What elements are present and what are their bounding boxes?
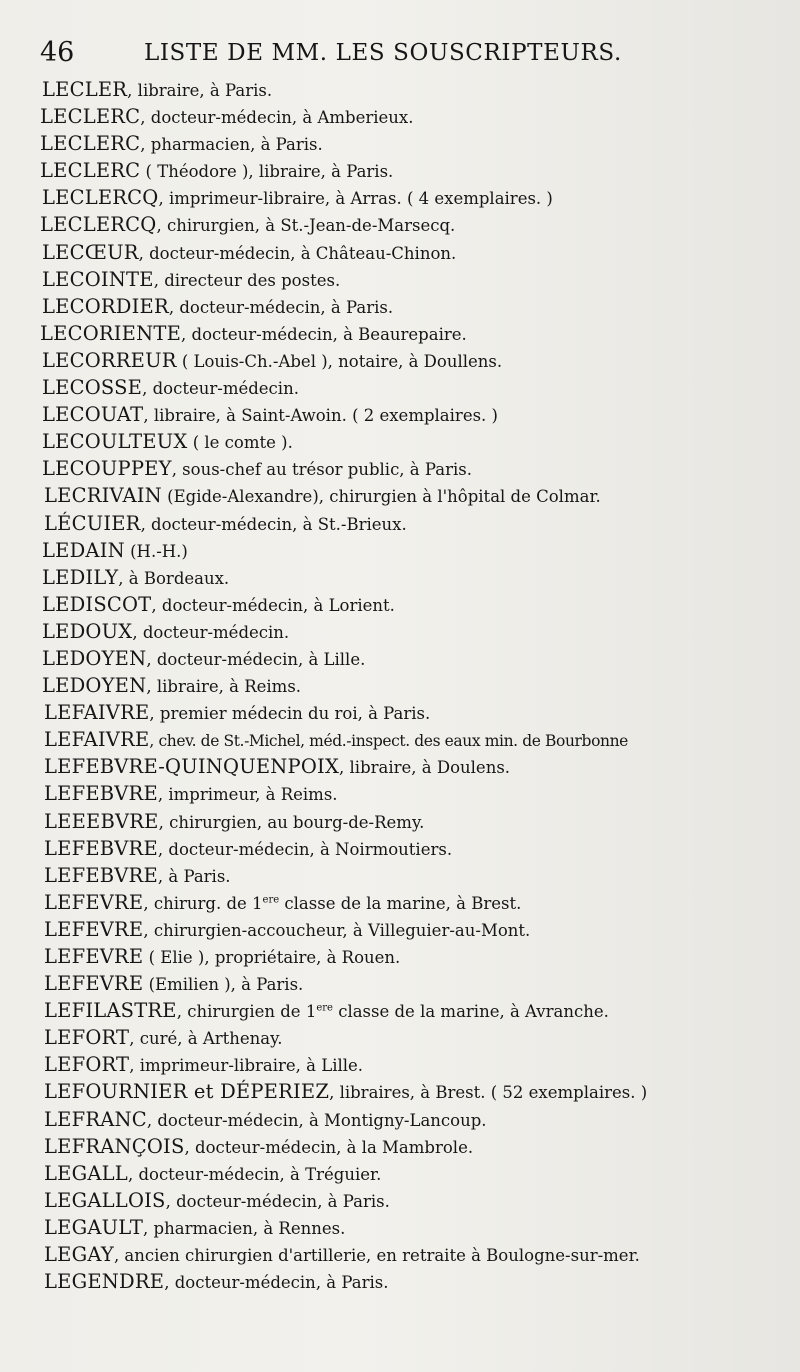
subscriber-detail: , chirurgien, à St.-Jean-de-Marsecq. xyxy=(156,216,456,236)
list-item xyxy=(0,672,800,699)
list-item xyxy=(0,645,800,672)
subscriber-detail: , chirurg. de xyxy=(143,893,253,913)
subscriber-name: LEFEVRE xyxy=(44,890,144,914)
subscriber-name: LECORIENTE xyxy=(40,321,182,345)
list-item xyxy=(0,347,800,374)
subscriber-detail-continued: classe de la marine, à Brest. xyxy=(279,893,522,913)
list-item xyxy=(0,889,800,916)
subscriber-detail-continued: classe de la marine, à Avranche. xyxy=(332,1002,609,1022)
subscriber-name: LEFRANC xyxy=(44,1107,147,1131)
ordinal-suffix: ere xyxy=(316,1002,333,1014)
list-item xyxy=(0,916,800,943)
subscriber-name: LECOUAT xyxy=(42,403,144,427)
subscriber-detail: , sous-chef au trésor public, à Paris. xyxy=(171,460,472,480)
subscriber-detail: ( Elie ), propriétaire, à Rouen. xyxy=(143,948,401,967)
subscriber-name: LECLERC xyxy=(40,132,141,156)
subscriber-detail: , docteur-médecin, à Lille. xyxy=(146,649,366,669)
running-title: LISTE DE MM. LES SOUSCRIPTEURS. xyxy=(144,40,622,66)
subscriber-detail: , pharmacien, à Rennes. xyxy=(143,1218,346,1238)
list-item xyxy=(0,157,800,184)
subscriber-detail: , imprimeur-libraire, à Lille. xyxy=(129,1056,364,1076)
subscriber-detail: , docteur-médecin, à la Mambrole. xyxy=(184,1137,474,1157)
subscriber-detail: , premier médecin du roi, à Paris. xyxy=(149,704,431,724)
subscriber-detail: , chirurgien, au bourg-de-Remy. xyxy=(158,812,425,832)
subscriber-name: LEDOYEN xyxy=(42,646,147,670)
subscriber-detail: , libraire, à Reims. xyxy=(146,677,302,697)
subscriber-name: LECOINTE xyxy=(42,267,154,291)
subscriber-detail: , docteur-médecin, à Montigny-Lancoup. xyxy=(146,1110,487,1130)
list-item xyxy=(0,211,800,238)
subscriber-name: LEFEBVRE xyxy=(44,863,158,887)
list-item xyxy=(0,1241,800,1268)
subscriber-detail: , libraire, à Doulens. xyxy=(339,758,511,778)
subscriber-detail: (Emilien ), à Paris. xyxy=(143,975,304,995)
subscriber-detail: , curé, à Arthenay. xyxy=(129,1029,283,1049)
subscriber-name: LEFAIVRE xyxy=(44,728,150,752)
subscriber-detail: , chirurgien-accoucheur, à Villeguier-au-Mont. xyxy=(143,920,531,940)
list-item xyxy=(0,184,800,211)
subscriber-name: LEEEBVRE xyxy=(44,809,159,833)
list-item xyxy=(0,293,800,320)
subscriber-name: LECLERCQ xyxy=(42,186,159,210)
subscriber-name: LEGAULT xyxy=(44,1215,144,1239)
subscriber-detail: , docteur-médecin, à Château-Chinon. xyxy=(138,243,457,263)
subscriber-name: LEGALL xyxy=(44,1161,128,1185)
subscriber-name: LECOSSE xyxy=(42,376,143,400)
list-item xyxy=(0,320,800,347)
list-item xyxy=(0,1133,800,1160)
subscriber-list xyxy=(0,76,800,1295)
list-item xyxy=(0,537,800,564)
list-item xyxy=(0,401,800,428)
list-item xyxy=(0,1214,800,1241)
subscriber-name: LECLER xyxy=(42,78,128,101)
subscriber-name: LEFEBVRE xyxy=(44,836,158,860)
subscriber-detail: , imprimeur, à Reims. xyxy=(157,785,338,805)
subscriber-detail: , docteur-médecin, à Amberieux. xyxy=(140,108,414,128)
subscriber-detail: , docteur-médecin. xyxy=(142,379,299,399)
list-item xyxy=(0,482,800,509)
list-item xyxy=(0,835,800,862)
list-item xyxy=(0,266,800,293)
list-item xyxy=(0,997,800,1024)
subscriber-detail: , docteur-médecin, à St.-Brieux. xyxy=(140,514,407,534)
page-header xyxy=(40,36,720,72)
subscriber-name: LEDAIN xyxy=(42,538,125,562)
subscriber-detail: , directeur des postes. xyxy=(153,270,341,290)
list-item xyxy=(0,862,800,889)
subscriber-name: LEGENDRE xyxy=(44,1270,165,1294)
list-item xyxy=(0,726,800,753)
subscriber-name: LEDOYEN xyxy=(42,674,147,698)
list-item xyxy=(0,76,800,103)
subscriber-detail: , à Bordeaux. xyxy=(118,568,230,588)
subscriber-detail: , libraires, à Brest. ( 52 exemplaires. ) xyxy=(329,1083,648,1103)
subscriber-detail: , docteur-médecin, à Paris. xyxy=(165,1191,390,1211)
subscriber-name: LECLERC xyxy=(40,159,141,183)
list-item xyxy=(0,1106,800,1133)
page-number: 46 xyxy=(40,37,75,68)
subscriber-name: LEFILASTRE xyxy=(44,999,177,1023)
subscriber-name: LECLERCQ xyxy=(40,213,157,237)
subscriber-name: LECORREUR xyxy=(42,348,177,372)
subscriber-detail: , libraire, à Saint-Awoin. ( 2 exemplaires. ) xyxy=(143,406,498,426)
subscriber-detail: , imprimeur-libraire, à Arras. ( 4 exemplaires. ) xyxy=(158,189,553,209)
subscriber-detail: , docteur-médecin, à Lorient. xyxy=(151,595,395,615)
subscriber-name: LEFORT xyxy=(44,1026,130,1050)
list-item xyxy=(0,808,800,835)
subscriber-name: LEFORT xyxy=(44,1053,130,1077)
subscriber-name: LECRIVAIN xyxy=(44,484,162,508)
ordinal-suffix: ere xyxy=(262,894,280,906)
subscriber-name: LEFEVRE xyxy=(44,972,144,996)
list-item xyxy=(0,130,800,157)
list-item xyxy=(0,1078,800,1105)
subscriber-name: LECLERC xyxy=(40,105,141,129)
list-item xyxy=(0,455,800,482)
subscriber-detail: , libraire, à Paris. xyxy=(127,81,273,100)
list-item xyxy=(0,780,800,807)
subscriber-name: LEDISCOT xyxy=(42,592,152,616)
list-item xyxy=(0,1024,800,1051)
subscriber-detail: , docteur-médecin. xyxy=(132,622,290,642)
list-item xyxy=(0,428,800,455)
subscriber-name: LECŒUR xyxy=(42,240,139,264)
subscriber-name: LEFOURNIER et DÉPERIEZ xyxy=(44,1080,330,1104)
subscriber-name: LEFEVRE xyxy=(44,945,144,968)
subscriber-detail: , docteur-médecin, à Paris. xyxy=(164,1273,389,1293)
subscriber-name: LEFRANÇOIS xyxy=(44,1134,185,1158)
subscriber-detail: , docteur-médecin, à Noirmoutiers. xyxy=(157,839,453,859)
subscriber-detail: ( Louis-Ch.-Abel ), notaire, à Doullens. xyxy=(176,351,503,371)
list-item xyxy=(0,591,800,618)
subscriber-name: LEFEVRE xyxy=(44,917,144,941)
subscriber-detail: , docteur-médecin, à Tréguier. xyxy=(127,1164,382,1184)
subscriber-name: LECOUPPEY xyxy=(42,457,172,481)
subscriber-name: LECORDIER xyxy=(42,294,169,318)
list-item xyxy=(0,510,800,537)
ordinal-number: 1 xyxy=(305,1002,317,1022)
list-item xyxy=(0,1187,800,1214)
list-item xyxy=(0,103,800,130)
subscriber-detail: , chev. de St.-Michel, méd.-inspect. des eaux min. de Bourbonne xyxy=(149,732,628,751)
subscriber-detail: ( le comte ). xyxy=(187,433,293,453)
subscriber-detail: (Egide-Alexandre), chirurgien à l'hôpital de Colmar. xyxy=(161,487,601,507)
subscriber-detail: , chirurgien de xyxy=(176,1002,306,1022)
list-item xyxy=(0,564,800,591)
subscriber-name: LEDOUX xyxy=(42,619,133,643)
subscriber-name: LEDILY xyxy=(42,565,119,589)
ordinal-number: 1 xyxy=(252,893,263,913)
list-item xyxy=(0,753,800,780)
subscriber-name: LEFEBVRE xyxy=(44,782,158,806)
list-item xyxy=(0,1160,800,1187)
subscriber-name: LEGALLOIS xyxy=(44,1188,166,1212)
subscriber-detail: , à Paris. xyxy=(157,866,231,886)
list-item xyxy=(0,699,800,726)
subscriber-name: LEFEBVRE-QUINQUENPOIX xyxy=(44,755,340,779)
subscriber-name: LÉCUIER xyxy=(44,511,141,535)
subscriber-detail: , docteur-médecin, à Paris. xyxy=(168,297,394,317)
list-item xyxy=(0,374,800,401)
subscriber-name: LECOULTEUX xyxy=(42,430,188,454)
subscriber-detail: ( Théodore ), libraire, à Paris. xyxy=(140,162,394,182)
list-item xyxy=(0,943,800,970)
subscriber-name: LEGAY xyxy=(44,1243,114,1267)
subscriber-name: LEFAIVRE xyxy=(44,701,150,725)
list-item xyxy=(0,970,800,997)
list-item xyxy=(0,618,800,645)
subscriber-detail: , ancien chirurgien d'artillerie, en retraite à Boulogne-sur-mer. xyxy=(113,1246,640,1266)
list-item xyxy=(0,1051,800,1078)
subscriber-detail: , pharmacien, à Paris. xyxy=(140,135,323,155)
list-item xyxy=(0,239,800,266)
subscriber-detail: , docteur-médecin, à Beaurepaire. xyxy=(181,324,467,344)
subscriber-detail: (H.-H.) xyxy=(124,541,188,561)
list-item xyxy=(0,1268,800,1295)
